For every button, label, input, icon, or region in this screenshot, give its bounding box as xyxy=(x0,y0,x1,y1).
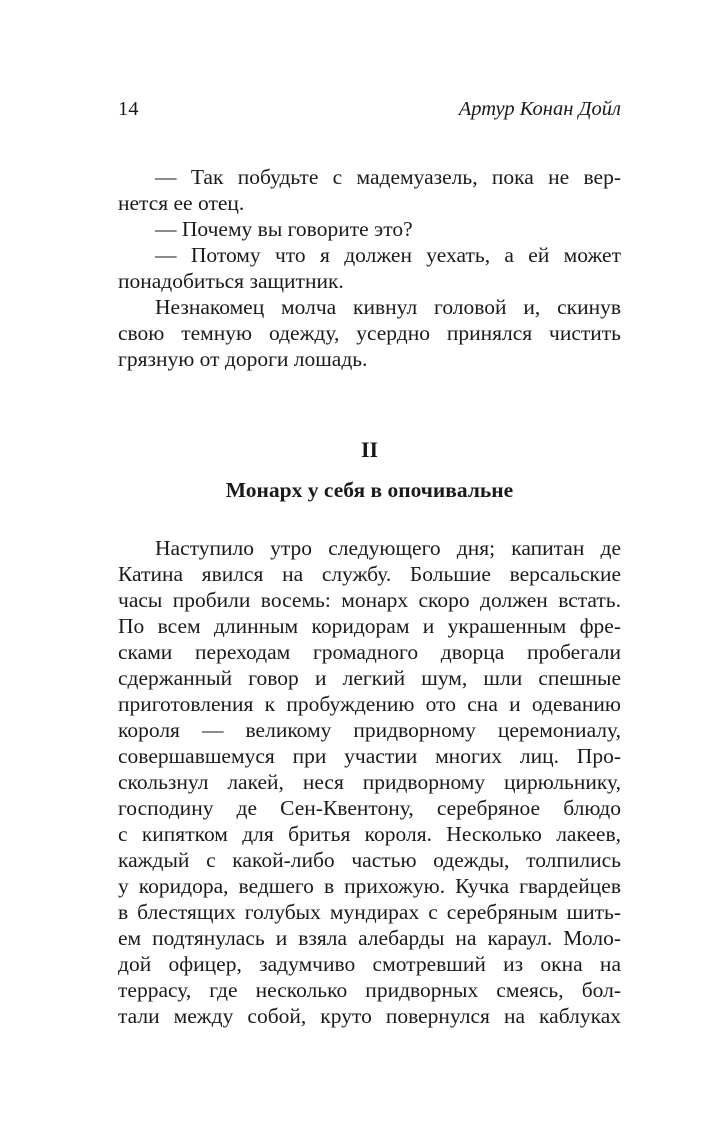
text-line: ем подтянулась и взяла алебарды на караул. Моло- xyxy=(118,926,621,950)
text-line: Незнакомец молча кивнул головой и, скинув xyxy=(155,295,621,319)
text-line: террасу, где несколько придворных смеясь, бол- xyxy=(118,978,621,1002)
running-head xyxy=(118,96,621,122)
text-line: дой офицер, задумчиво смотревший из окна на xyxy=(118,952,621,976)
text-line: — Так побудьте с мадемуазель, пока не вер- xyxy=(155,165,621,189)
text-line: господину де Сен-Квентону, серебряное блюдо xyxy=(118,796,621,820)
text-line: тали между собой, круто повернулся на каблуках xyxy=(118,1004,621,1028)
chapter-title: Монарх у себя в опочивальне xyxy=(225,478,514,502)
text-line: — Почему вы говорите это? xyxy=(155,217,413,241)
text-line: сдержанный говор и легкий шум, шли спешные xyxy=(118,666,621,690)
text-line: у коридора, ведшего в прихожую. Кучка гвардейцев xyxy=(118,874,621,898)
opening-text-block xyxy=(118,164,621,372)
text-line: Катина явился на службу. Большие версальские xyxy=(118,562,621,586)
text-line: понадобиться защитник. xyxy=(118,269,344,293)
text-line: грязную от дороги лошадь. xyxy=(118,347,368,371)
book-page xyxy=(118,96,621,1029)
chapter-number: II xyxy=(360,437,379,462)
text-line: приготовления к пробуждению ото сна и одеванию xyxy=(118,692,621,716)
text-line: с кипятком для бритья короля. Несколько лакеев, xyxy=(118,822,621,846)
text-line: скользнул лакей, неся придворному цирюльнику, xyxy=(118,770,621,794)
text-line: часы пробили восемь: монарх скоро должен встать. xyxy=(118,588,621,612)
text-line: нется ее отец. xyxy=(118,191,245,215)
text-line: совершавшемуся при участии многих лиц. Про- xyxy=(118,744,621,768)
text-line: Наступило утро следующего дня; капитан де xyxy=(155,536,621,560)
chapter-text-block xyxy=(118,535,621,1029)
text-line: — Потому что я должен уехать, а ей может xyxy=(155,243,621,267)
text-line: короля — великому придворному церемониалу, xyxy=(118,718,621,742)
text-line: сками переходам громадного дворца пробегали xyxy=(118,640,621,664)
running-head-author: Артур Конан Дойл xyxy=(458,98,621,120)
text-line: По всем длинным коридорам и украшенным фре- xyxy=(118,614,621,638)
text-line: свою темную одежду, усердно принялся чистить xyxy=(118,321,621,345)
text-line: каждый с какой-либо частью одежды, толпились xyxy=(118,848,621,872)
page-number: 14 xyxy=(118,98,139,120)
text-line: в блестящих голубых мундирах с серебряным шить- xyxy=(118,900,621,924)
